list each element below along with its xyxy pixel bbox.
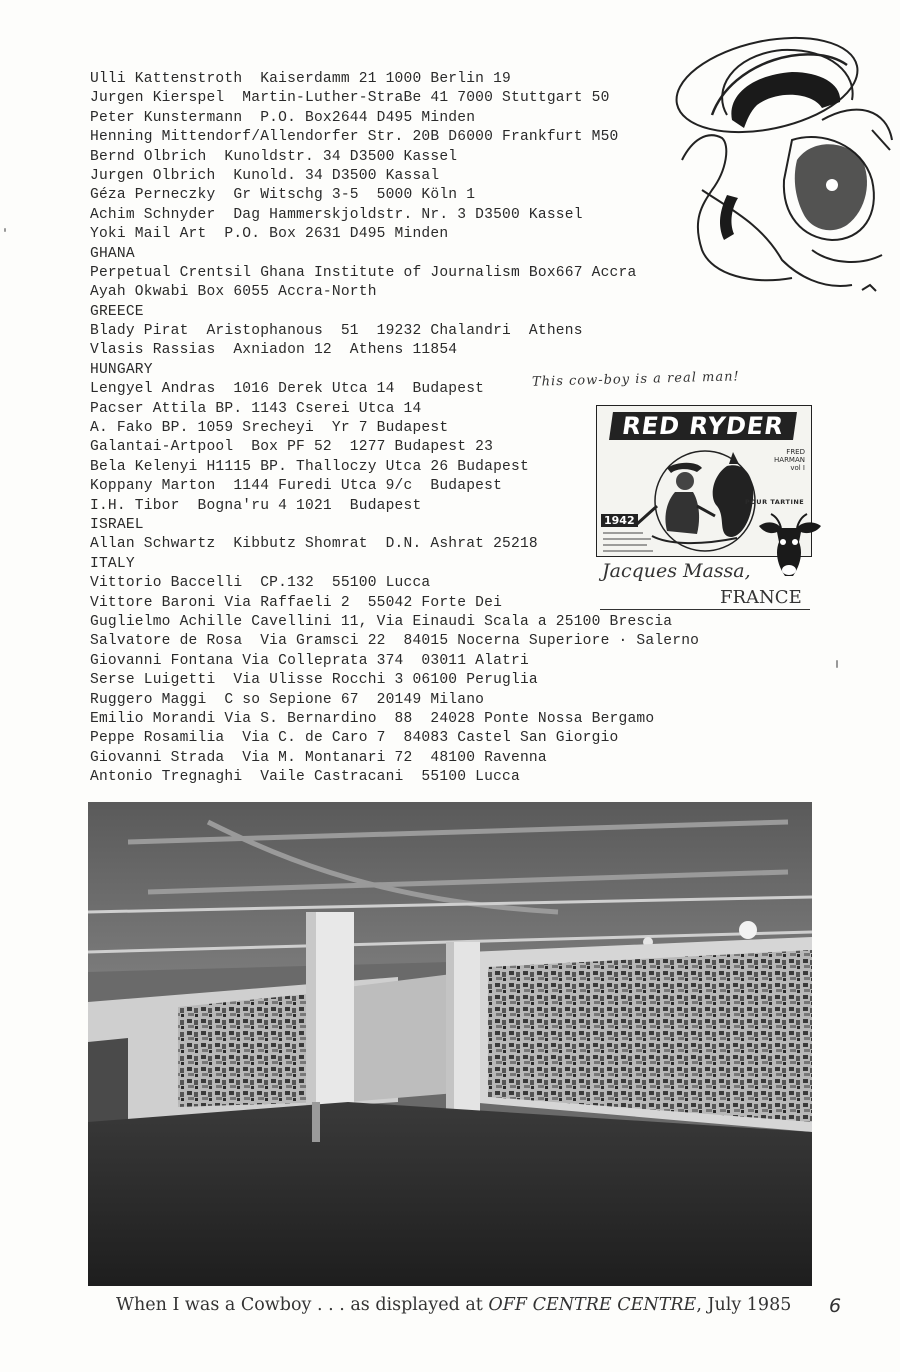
address-entry: Vlasis Rassias Axniadon 12 Athens 11854 bbox=[90, 342, 458, 359]
scan-speck bbox=[4, 228, 6, 232]
address-entry: Vittore Baroni Via Raffaeli 2 55042 Forte Dei bbox=[90, 594, 503, 611]
comic-author-last: HARMAN bbox=[774, 456, 805, 464]
address-entry: Peter Kunstermann P.O. Box2644 D495 Minden bbox=[90, 109, 476, 126]
address-entry: Pacser Attila BP. 1143 Cserei Utca 14 bbox=[90, 400, 422, 417]
comic-year: 1942 bbox=[601, 514, 638, 527]
address-entry: Jurgen Kierspel Martin-Luther-StraBe 41 7000 Stuttgart 50 bbox=[90, 90, 610, 107]
address-entry: Ruggero Maggi C so Sepione 67 20149 Milano bbox=[90, 691, 485, 708]
address-entry: Giovanni Strada Via M. Montanari 72 48100 Ravenna bbox=[90, 749, 547, 766]
address-entry: I.H. Tibor Bogna'ru 4 1021 Budapest bbox=[90, 497, 422, 514]
caption-venue: OFF CENTRE CENTRE bbox=[488, 1295, 697, 1315]
artist-name: Jacques Massa, bbox=[602, 560, 751, 582]
country-header: ISRAEL bbox=[90, 516, 144, 533]
address-entry: Lengyel Andras 1016 Derek Utca 14 Budapest bbox=[90, 381, 485, 398]
gallery-photo-icon bbox=[88, 802, 812, 1286]
address-entry: Blady Pirat Aristophanous 51 19232 Chalandri Athens bbox=[90, 323, 583, 340]
address-entry: Ulli Kattenstroth Kaiserdamm 21 1000 Berlin 19 bbox=[90, 71, 512, 87]
caption-prefix: When I was a Cowboy . . . as displayed at bbox=[116, 1295, 489, 1315]
address-entry: Galantai-Artpool Box PF 52 1277 Budapest 23 bbox=[90, 439, 494, 456]
country-header: GREECE bbox=[90, 303, 144, 320]
address-entry: Koppany Marton 1144 Furedi Utca 9/c Budapest bbox=[90, 478, 503, 495]
artist-country: FRANCE bbox=[720, 587, 802, 608]
address-entry: Giovanni Fontana Via Colleprata 374 03011 Alatri bbox=[90, 652, 529, 669]
page-number: 6 bbox=[829, 1295, 842, 1317]
address-entry: Peppe Rosamilia Via C. de Caro 7 84083 Castel San Giorgio bbox=[90, 730, 619, 747]
address-entry: Guglielmo Achille Cavellini 11, Via Einaudi Scala a 25100 Brescia bbox=[90, 613, 673, 630]
comic-volume: vol I bbox=[790, 464, 805, 472]
cowboy-drawing-icon bbox=[672, 20, 897, 300]
address-entry: Perpetual Crentsil Ghana Institute of Journalism Box667 Accra bbox=[90, 264, 637, 281]
address-entry: Antonio Tregnaghi Vaile Castracani 55100 Lucca bbox=[90, 769, 520, 786]
artist-rule-divider bbox=[600, 609, 810, 610]
address-entry: A. Fako BP. 1059 Srecheyi Yr 7 Budapest bbox=[90, 420, 449, 437]
address-entry: Bela Kelenyi H1115 BP. Thalloczy Utca 26 Budapest bbox=[90, 458, 529, 475]
photo-caption bbox=[116, 1295, 791, 1315]
address-entry: Bernd Olbrich Kunoldstr. 34 D3500 Kassel bbox=[90, 148, 458, 165]
country-header: HUNGARY bbox=[90, 361, 153, 378]
comic-title: RED RYDER bbox=[609, 412, 797, 440]
comic-fineprint bbox=[603, 530, 663, 557]
comic-author-first: FRED bbox=[786, 448, 805, 456]
address-entry: Allan Schwartz Kibbutz Shomrat D.N. Ashrat 25218 bbox=[90, 536, 538, 553]
address-entry: Géza Perneczky Gr Witschg 3-5 5000 Köln 1 bbox=[90, 187, 476, 204]
country-header: ITALY bbox=[90, 555, 135, 572]
cow-icon bbox=[755, 512, 823, 582]
address-entry: Jurgen Olbrich Kunold. 34 D3500 Kassal bbox=[90, 167, 440, 184]
scan-speck bbox=[836, 660, 838, 668]
address-entry: Henning Mittendorf/Allendorfer Str. 20B D6000 Frankfurt M50 bbox=[90, 129, 619, 146]
address-entry: Ayah Okwabi Box 6055 Accra-North bbox=[90, 284, 377, 301]
address-entry: Salvatore de Rosa Via Gramsci 22 84015 Nocerna Superiore · Salerno bbox=[90, 633, 700, 650]
cow-caption: POUR TARTINE bbox=[745, 498, 805, 506]
caption-suffix: , July 1985 bbox=[696, 1295, 792, 1315]
address-entry: Yoki Mail Art P.O. Box 2631 D495 Minden bbox=[90, 226, 449, 243]
address-entry: Achim Schnyder Dag Hammerskjoldstr. Nr. 3 D3500 Kassel bbox=[90, 206, 583, 223]
address-entry: Vittorio Baccelli CP.132 55100 Lucca bbox=[90, 575, 431, 592]
address-entry: Serse Luigetti Via Ulisse Rocchi 3 06100 Peruglia bbox=[90, 672, 538, 689]
country-header: GHANA bbox=[90, 245, 135, 262]
address-entry: Emilio Morandi Via S. Bernardino 88 24028 Ponte Nossa Bergamo bbox=[90, 710, 655, 727]
handwritten-note: This cow-boy is a real man! bbox=[531, 369, 740, 390]
